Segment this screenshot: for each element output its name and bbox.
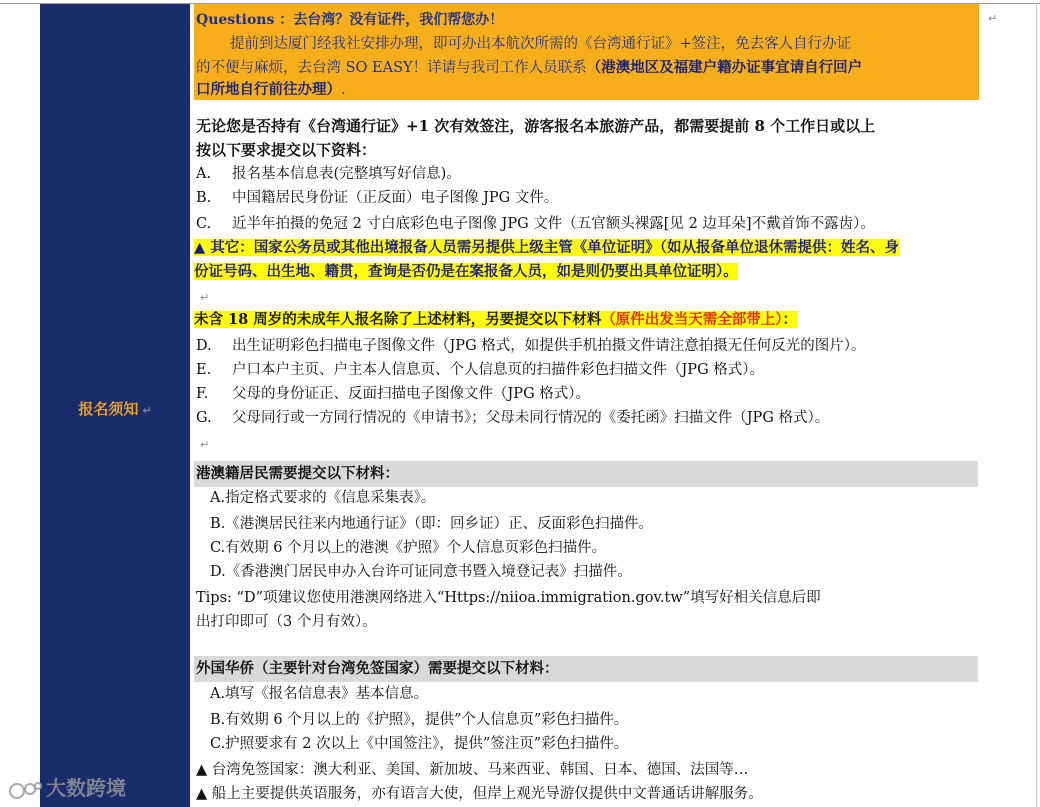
sidebar <box>40 4 190 807</box>
list-item: A.指定格式要求的《信息采集表》。 <box>210 490 436 506</box>
paragraph-mark-icon: ↵ <box>142 404 152 417</box>
notice-line-2: 提前到达厦门经我社安排办理，即可办出本航次所需的《台湾通行证》+签注，免去客人自行办证 <box>230 36 852 52</box>
list-item: D.《香港澳门居民申办入台许可证同意书暨入境登记表》扫描件。 <box>210 564 632 580</box>
list-item: C.有效期 6 个月以上的港澳《护照》个人信息页彩色扫描件。 <box>210 540 607 556</box>
list-item: G. 父母同行或一方同行情况的《申请书》；父母未同行情况的《委托函》扫描文件（JPG 格式）。 <box>196 410 830 426</box>
notice-box <box>194 4 979 100</box>
list-item: A. 报名基本信息表(完整填写好信息)。 <box>196 166 461 182</box>
tips-line-2: 出打印即可（3 个月有效）。 <box>196 614 377 630</box>
sidebar-label: 报名须知 ↵ <box>78 400 152 418</box>
notice-line-4: 口所地自行前往办理）. <box>196 81 346 98</box>
general-heading-line-1: 无论您是否持有《台湾通行证》+1 次有效签注，游客报名本旅游产品，都需要提前 8 个工作日或以上 <box>196 117 876 135</box>
list-item: B. 中国籍居民身份证（正反面）电子图像 JPG 文件。 <box>196 190 559 206</box>
notice-question: Questions ：去台湾？没有证件，我们帮您办！ <box>196 12 504 28</box>
paragraph-mark-icon: ↵ <box>200 291 210 304</box>
tips-line-1: Tips: “D”项建议您使用港澳网络进入“Https://niioa.immigration.gov.tw”填写好相关信息后即 <box>196 590 821 606</box>
officials-note-line-2: 份证号码、出生地、籍贯，查询是否仍是在案报备人员，如是则仍要出具单位证明）。 <box>194 263 738 280</box>
list-item: C.护照要求有 2 次以上《中国签注》，提供”签注页”彩色扫描件。 <box>210 736 629 752</box>
watermark: 大数跨境 <box>8 772 126 802</box>
officials-note-line-1: ▲ 其它：国家公务员或其他出境报备人员需另提供上级主管《单位证明》（如从报备单位退休需提供：姓名、身 <box>194 239 899 256</box>
visa-free-note: ▲ 台湾免签国家：澳大利亚、美国、新加坡、马来西亚、韩国、日本、德国、法国等… <box>196 762 749 778</box>
notice-line-3: 的不便与麻烦，去台湾 SO EASY！详请与我司工作人员联系（港澳地区及福建户籍办证事宜请自行回户 <box>196 59 863 76</box>
hkmacau-heading: 港澳籍居民需要提交以下材料： <box>196 465 399 482</box>
list-item: E. 户口本户主页、户主本人信息页、个人信息页的扫描件彩色扫描文件（JPG 格式）。 <box>196 362 765 378</box>
minors-heading: 未含 18 周岁的未成年人报名除了上述材料，另要提交以下材料（原件出发当天需全部带上）： <box>194 311 798 328</box>
cruise-language-note: ▲ 船上主要提供英语服务，亦有语言大使，但岸上观光导游仅提供中文普通话讲解服务。 <box>196 786 763 802</box>
right-border <box>1036 3 1037 807</box>
list-item: C. 近半年拍摄的免冠 2 寸白底彩色电子图像 JPG 文件（五官额头裸露[见 2 边耳朵]不戴首饰不露齿）。 <box>196 216 875 232</box>
overseas-heading: 外国华侨（主要针对台湾免签国家）需要提交以下材料： <box>196 660 559 677</box>
watermark-logo-icon <box>8 777 42 803</box>
list-item: D. 出生证明彩色扫描电子图像文件（JPG 格式，如提供手机拍摄文件请注意拍摄无任何反光的图片）。 <box>196 338 866 354</box>
list-item: F. 父母的身份证正、反面扫描电子图像文件（JPG 格式）。 <box>196 386 591 402</box>
list-item: B.有效期 6 个月以上的《护照》，提供”个人信息页”彩色扫描件。 <box>210 712 629 728</box>
list-item: A.填写《报名信息表》基本信息。 <box>210 686 429 702</box>
list-item: B.《港澳居民往来内地通行证》（即：回乡证）正、反面彩色扫描件。 <box>210 516 654 532</box>
column-separator <box>190 4 193 807</box>
paragraph-mark-icon: ↵ <box>988 12 998 25</box>
general-heading-line-2: 按以下要求提交以下资料： <box>196 141 377 159</box>
paragraph-mark-icon: ↵ <box>200 438 210 451</box>
